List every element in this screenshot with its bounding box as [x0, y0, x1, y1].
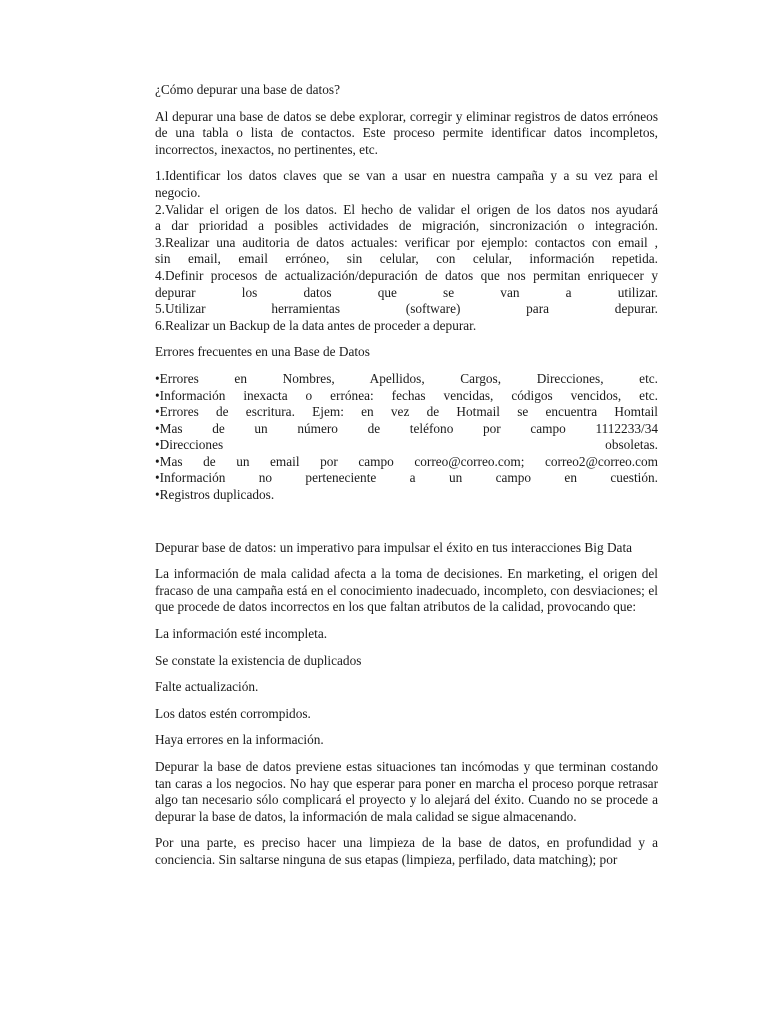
error-item: •Mas de un email por campo correo@correo.com; correo2@correo.com	[155, 453, 658, 469]
step-line: sin email, email erróneo, sin celular, con celular, información repetida.	[155, 251, 658, 267]
step-line: 2.Validar el origen de los datos. El hecho de validar el origen de los datos nos ayudará	[155, 201, 658, 217]
errors-heading: Errores frecuentes en una Base de Datos	[155, 344, 370, 360]
section-spacer	[155, 514, 658, 540]
step-line: 5.Utilizar herramientas (software) para depurar.	[155, 301, 658, 317]
step-line: 6.Realizar un Backup de la data antes de proceder a depurar.	[155, 317, 477, 333]
consequence-item: La información esté incompleta.	[155, 626, 328, 642]
consequence-item: Se constate la existencia de duplicados	[155, 652, 362, 668]
step-line: 1.Identificar los datos claves que se van a usar en nuestra campaña y a su vez para el	[155, 168, 658, 184]
error-item: •Información no perteneciente a un campo en cuestión.	[155, 470, 658, 486]
step-line: depurar los datos que se van a utilizar.	[155, 284, 658, 300]
steps-list	[155, 168, 658, 334]
document-title: ¿Cómo depurar una base de datos?	[155, 82, 340, 97]
error-item: •Errores en Nombres, Apellidos, Cargos, Direcciones, etc.	[155, 370, 658, 386]
closing-paragraph: Por una parte, es preciso hacer una limpieza de la base de datos, en profundidad y a conciencia. Sin saltarse ninguna de sus etapas (limpieza, perfilado, data matching); por	[155, 835, 658, 867]
consequence-item: Falte actualización.	[155, 679, 259, 695]
document-page	[155, 82, 658, 879]
consequence-item: Haya errores en la información.	[155, 732, 324, 748]
step-line: a dar prioridad a posibles actividades de migración, sincronización o integración.	[155, 218, 658, 234]
consequence-item: Los datos estén corrompidos.	[155, 705, 311, 721]
step-line: 4.Definir procesos de actualización/depuración de datos que nos permitan enriquecer y	[155, 267, 658, 283]
intro-paragraph: Al depurar una base de datos se debe explorar, corregir y eliminar registros de datos erróneos de una tabla o lista de contactos. Este proceso permite identificar datos incompletos, incorrectos, inexactos, no pertinentes, etc.	[155, 108, 658, 157]
bigdata-intro: La información de mala calidad afecta a la toma de decisiones. En marketing, el origen del fracaso de una campaña está en el conocimiento inadecuado, incompleto, con desviaciones; el que procede de datos incorrectos en los que faltan atributos de la calidad, provocando que:	[155, 566, 658, 615]
error-item: •Registros duplicados.	[155, 487, 275, 503]
error-item: •Información inexacta o errónea: fechas vencidas, códigos vencidos, etc.	[155, 387, 658, 403]
error-item: •Direcciones obsoletas.	[155, 437, 658, 453]
errors-list	[155, 371, 658, 504]
error-item: •Mas de un número de teléfono por campo 1112233/34	[155, 420, 658, 436]
bigdata-heading: Depurar base de datos: un imperativo para impulsar el éxito en tus interacciones Big Data	[155, 539, 633, 555]
step-line: 3.Realizar una auditoria de datos actuales: verificar por ejemplo: contactos con email ,	[155, 234, 658, 250]
error-item: •Errores de escritura. Ejem: en vez de Hotmail se encuentra Homtail	[155, 404, 658, 420]
step-line: negocio.	[155, 184, 201, 200]
closing-paragraph: Depurar la base de datos previene estas situaciones tan incómodas y que terminan costando tan caras a los negocios. No hay que esperar para poner en marcha el proceso porque retrasar algo tan necesario sólo complicará el proyecto y lo alejará del éxito. Cuando no se procede a depurar la base de datos, la información de mala calidad se sigue almacenando.	[155, 759, 658, 824]
